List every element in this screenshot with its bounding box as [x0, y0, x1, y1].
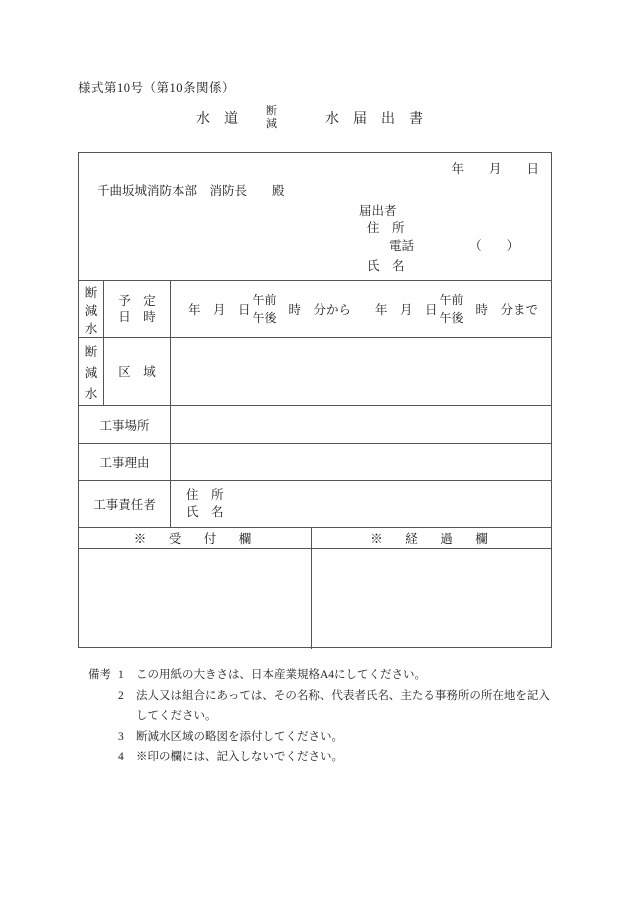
- form-table: [78, 152, 552, 648]
- from-date: 年 月 日: [188, 303, 251, 317]
- from-ampm: [253, 291, 277, 327]
- note-number: 2: [118, 689, 124, 702]
- schedule-row: [79, 281, 551, 338]
- responsible-row: [79, 481, 551, 528]
- to-ampm: [440, 291, 464, 327]
- to-am: 午前: [439, 293, 464, 307]
- site-row: [79, 406, 551, 444]
- stamp-body-row: [79, 549, 551, 649]
- notes-list: [118, 665, 588, 768]
- reason-label: 工事理由: [79, 444, 171, 480]
- notes-label: 備考: [88, 669, 111, 681]
- side-char: 減: [84, 365, 98, 380]
- reason-row: [79, 444, 551, 481]
- reception-column-header: ※ 受 付 欄: [79, 528, 312, 548]
- schedule-label-line2: 日 時: [118, 310, 156, 324]
- from-am: 午前: [252, 293, 277, 307]
- note-item: [118, 686, 588, 727]
- side-char: 断: [84, 344, 98, 359]
- area-label-text: 区 域: [118, 364, 156, 379]
- reception-box: [79, 549, 312, 649]
- side-char: 断: [84, 286, 98, 300]
- to-date: 年 月 日: [375, 303, 438, 317]
- area-row: [79, 338, 551, 406]
- note-text: ※印の欄には、記入しないでください。: [136, 751, 343, 763]
- responsible-name-label: 氏 名: [186, 505, 224, 519]
- address-label: 住 所: [367, 221, 405, 235]
- schedule-label-line1: 予 定: [118, 294, 156, 308]
- area-label: [104, 338, 171, 405]
- from-time: 時 分から: [288, 303, 352, 317]
- area-value-cell: [171, 338, 551, 405]
- document-title: [196, 99, 423, 137]
- phone-label: 電話: [389, 239, 415, 253]
- site-label: 工事場所: [79, 406, 171, 443]
- responsible-address-label: 住 所: [186, 488, 224, 502]
- notifier-label: 届出者: [359, 204, 397, 218]
- form-number: 様式第10号（第10条関係）: [78, 81, 236, 95]
- title-choice-dan: 断: [266, 105, 277, 117]
- title-choice-gen: 減: [266, 118, 277, 130]
- responsible-value-cell: [171, 481, 551, 527]
- note-number: 1: [118, 669, 124, 681]
- area-side-label: [79, 338, 104, 405]
- note-text: 断減水区域の略図を添付してください。: [136, 730, 343, 743]
- schedule-side-label: [79, 281, 104, 337]
- schedule-value-cell: [171, 281, 551, 337]
- schedule-to-group: [375, 281, 538, 337]
- reason-value-cell: [171, 444, 551, 480]
- from-pm: 午後: [252, 311, 277, 325]
- responsible-label: 工事責任者: [79, 481, 171, 527]
- stamp-header-row: [79, 528, 551, 549]
- header-row: [79, 153, 551, 281]
- schedule-label: [104, 281, 171, 337]
- progress-box: [312, 549, 551, 649]
- side-char: 水: [84, 322, 98, 336]
- date-line: 年 月 日: [451, 162, 539, 176]
- addressee-line: 千曲坂城消防本部 消防長 殿: [97, 184, 285, 198]
- progress-column-header: ※ 経 過 欄: [370, 532, 493, 546]
- note-item: [118, 665, 588, 686]
- title-suffix: 水 届 出 書: [325, 112, 423, 127]
- phone-line: [389, 236, 519, 254]
- note-number: 3: [118, 730, 124, 743]
- title-dan-gen-choice: [266, 105, 277, 131]
- note-item: [118, 747, 588, 768]
- schedule-from-group: [188, 281, 351, 337]
- phone-parens: （ ）: [469, 239, 520, 253]
- notes-section: [88, 665, 588, 768]
- note-text: 法人又は組合にあっては、その名称、代表者氏名、主たる事務所の所在地を記入してください。: [136, 689, 550, 722]
- title-prefix: 水 道: [196, 112, 238, 127]
- note-number: 4: [118, 751, 124, 763]
- note-text: この用紙の大きさは、日本産業規格A4にしてください。: [136, 669, 427, 681]
- note-item: [118, 727, 588, 748]
- name-label: 氏 名: [367, 259, 405, 273]
- side-char: 減: [84, 304, 98, 318]
- to-time: 時 分まで: [475, 303, 539, 317]
- site-value-cell: [171, 406, 551, 443]
- to-pm: 午後: [439, 311, 464, 325]
- side-char: 水: [84, 386, 98, 401]
